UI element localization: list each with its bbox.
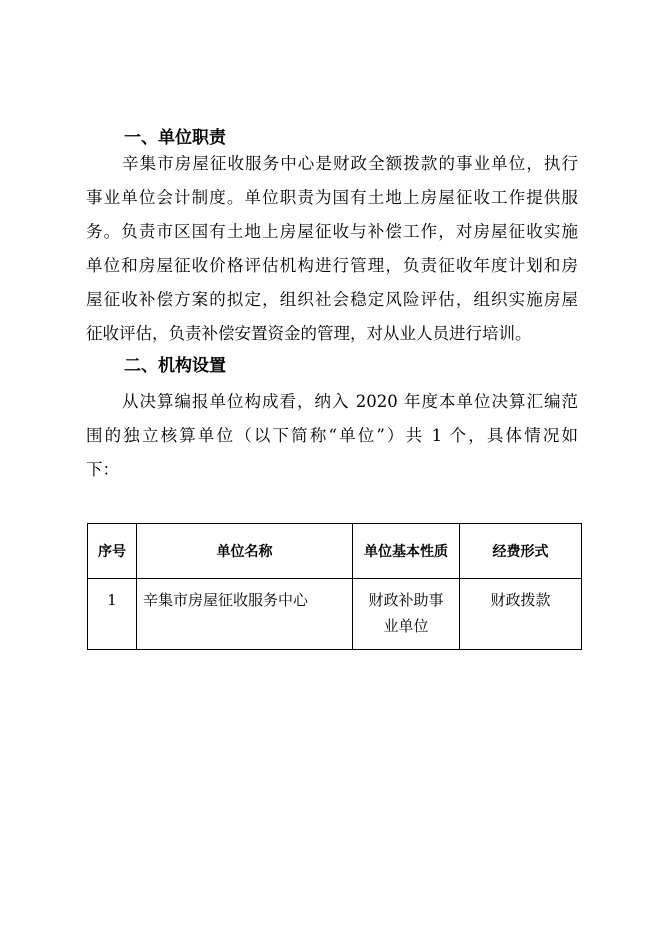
paragraph-line: 务。负责市区国有土地上房屋征收与补偿工作，对房屋征收实施 (86, 222, 578, 241)
paragraph-line: 屋征收补偿方案的拟定，组织社会稳定风险评估，组织实施房屋 (86, 290, 578, 309)
cell-name: 辛集市房屋征收服务中心 (137, 579, 353, 650)
table-row (88, 579, 582, 650)
paragraph-line: 辛集市房屋征收服务中心是财政全额拨款的事业单位，执行 (122, 154, 578, 173)
section1-paragraph (86, 147, 578, 351)
paragraph-line: 下： (86, 460, 119, 479)
table-header-row (88, 524, 582, 579)
cell-nature-line2: 业单位 (383, 617, 429, 635)
paragraph-line: 单位和房屋征收价格评估机构进行管理，负责征收年度计划和房 (86, 256, 578, 275)
cell-nature (353, 579, 460, 650)
paragraph-line: 事业单位会计制度。单位职责为国有土地上房屋征收工作提供服 (86, 188, 578, 207)
section2-heading: 二、机构设置 (124, 356, 226, 376)
cell-funding: 财政拨款 (460, 579, 582, 650)
paragraph-line: 从决算编报单位构成看，纳入 2020 年度本单位决算汇编范 (122, 392, 578, 411)
section1-heading: 一、单位职责 (124, 128, 226, 148)
header-cell-name: 单位名称 (137, 524, 353, 579)
unit-table (87, 523, 582, 650)
cell-no: 1 (88, 579, 137, 650)
header-cell-no: 序号 (88, 524, 137, 579)
header-cell-funding: 经费形式 (460, 524, 582, 579)
cell-nature-line1: 财政补助事 (368, 591, 444, 609)
section2-paragraph (86, 385, 578, 487)
header-cell-nature: 单位基本性质 (353, 524, 460, 579)
paragraph-line: 征收评估，负责补偿安置资金的管理，对从业人员进行培训。 (86, 324, 532, 343)
paragraph-line: 围的独立核算单位（以下简称“单位”）共 1 个，具体情况如 (86, 426, 578, 445)
